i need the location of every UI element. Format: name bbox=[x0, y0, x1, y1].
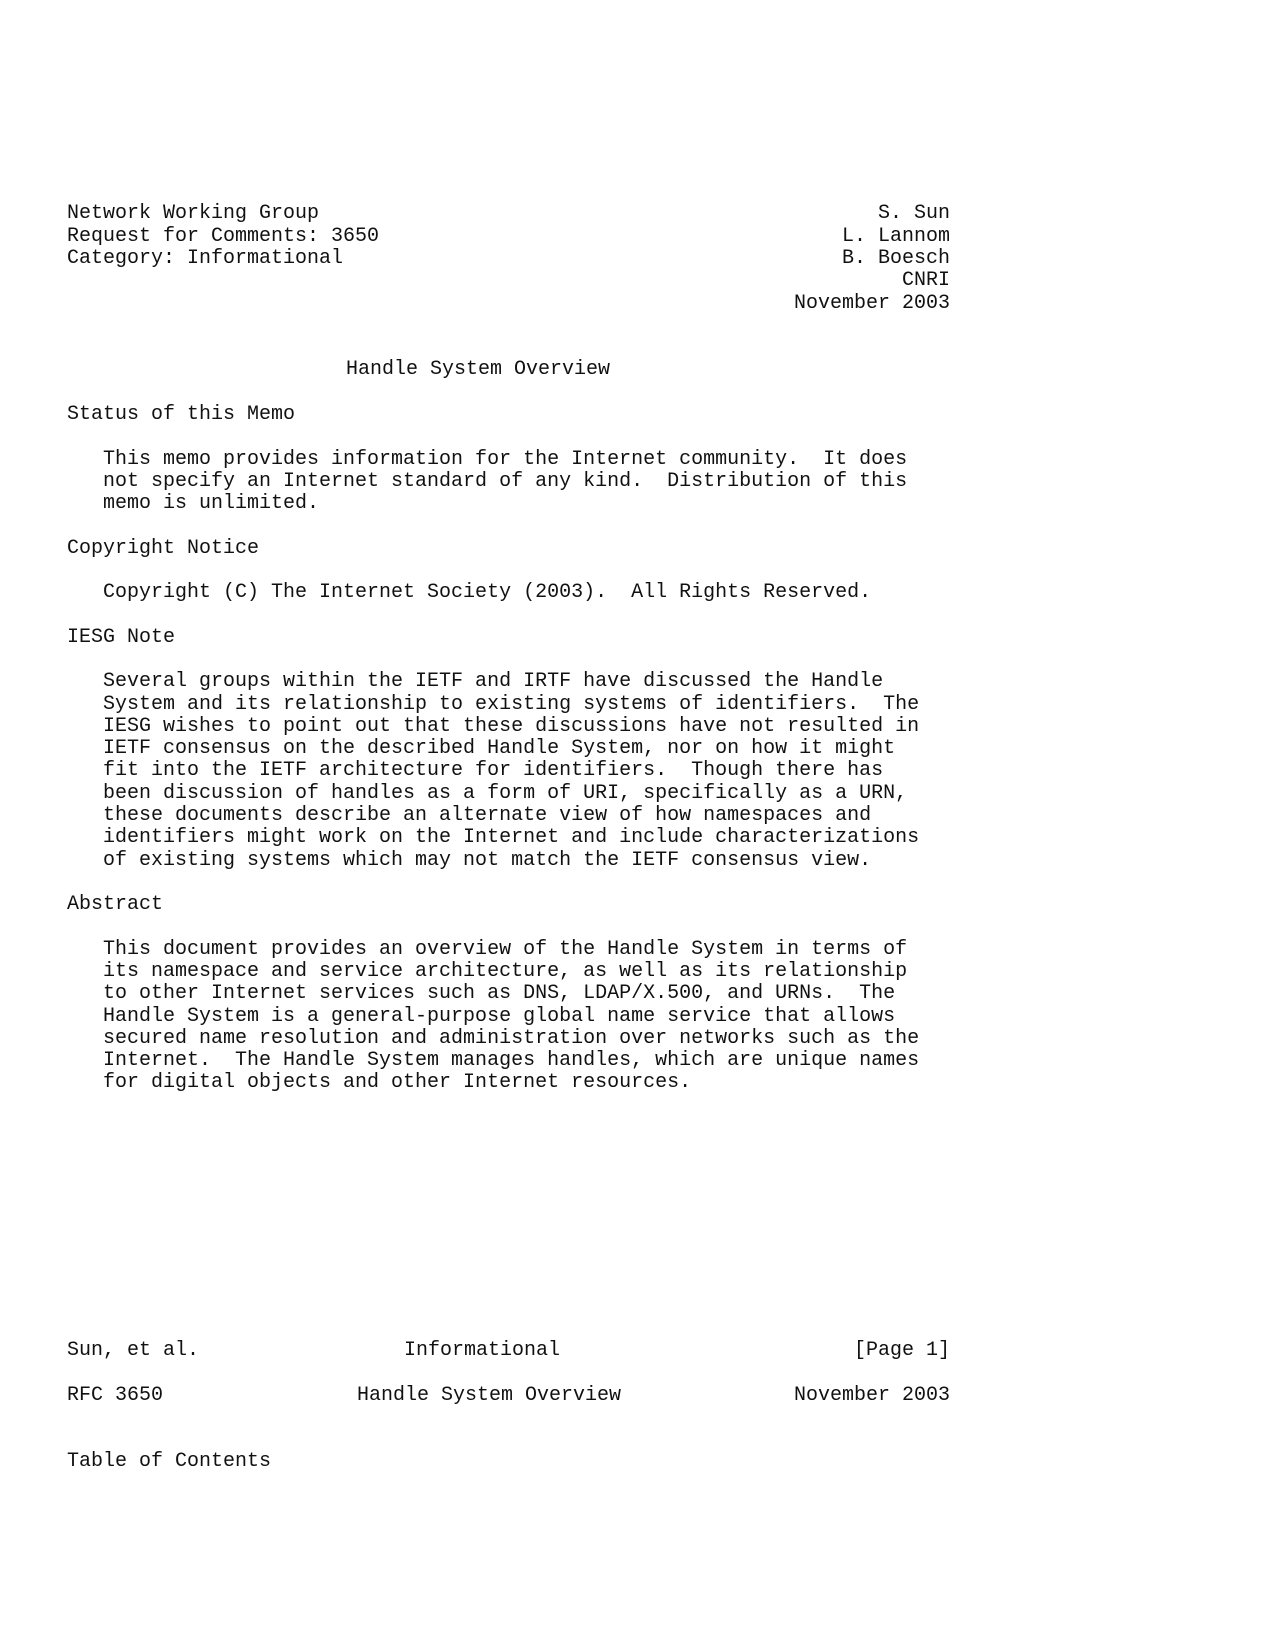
header-right-2: L. Lannom bbox=[841, 225, 950, 248]
running-header-title: Handle System Overview bbox=[357, 1384, 622, 1407]
header-right-5: November 2003 bbox=[793, 292, 950, 315]
document-title: Handle System Overview bbox=[346, 358, 611, 381]
abstract-line-6: Internet. The Handle System manages handles, which are unique names bbox=[103, 1049, 920, 1072]
copyright-line-1: Copyright (C) The Internet Society (2003). All Rights Reserved. bbox=[103, 581, 872, 604]
abstract-line-7: for digital objects and other Internet resources. bbox=[103, 1071, 692, 1094]
footer-category: Informational bbox=[404, 1339, 561, 1362]
header-left-1: Network Working Group bbox=[67, 202, 320, 225]
toc-heading: Table of Contents bbox=[67, 1450, 272, 1473]
abstract-line-3: to other Internet services such as DNS, LDAP/X.500, and URNs. The bbox=[103, 982, 896, 1005]
iesg-line-2: System and its relationship to existing systems of identifiers. The bbox=[103, 693, 920, 716]
iesg-line-9: of existing systems which may not match the IETF consensus view. bbox=[103, 849, 872, 872]
footer-page-number: [Page 1] bbox=[853, 1339, 950, 1362]
status-line-3: memo is unlimited. bbox=[103, 492, 320, 515]
iesg-line-4: IETF consensus on the described Handle System, nor on how it might bbox=[103, 737, 896, 760]
header-left-3: Category: Informational bbox=[67, 247, 344, 270]
iesg-line-8: identifiers might work on the Internet and include characterizations bbox=[103, 826, 920, 849]
abstract-heading: Abstract bbox=[67, 893, 164, 916]
abstract-line-1: This document provides an overview of the Handle System in terms of bbox=[103, 938, 908, 961]
iesg-line-3: IESG wishes to point out that these discussions have not resulted in bbox=[103, 715, 920, 738]
running-header-rfc: RFC 3650 bbox=[67, 1384, 164, 1407]
header-left-2: Request for Comments: 3650 bbox=[67, 225, 380, 248]
abstract-line-2: its namespace and service architecture, as well as its relationship bbox=[103, 960, 908, 983]
abstract-line-4: Handle System is a general-purpose global name service that allows bbox=[103, 1005, 896, 1028]
iesg-heading: IESG Note bbox=[67, 626, 176, 649]
running-header-date: November 2003 bbox=[793, 1384, 950, 1407]
copyright-heading: Copyright Notice bbox=[67, 537, 260, 560]
header-right-1: S. Sun bbox=[877, 202, 950, 225]
status-line-1: This memo provides information for the Internet community. It does bbox=[103, 448, 908, 471]
iesg-line-1: Several groups within the IETF and IRTF have discussed the Handle bbox=[103, 670, 884, 693]
iesg-line-6: been discussion of handles as a form of URI, specifically as a URN, bbox=[103, 782, 908, 805]
header-right-3: B. Boesch bbox=[841, 247, 950, 270]
header-right-4: CNRI bbox=[901, 269, 950, 292]
status-line-2: not specify an Internet standard of any kind. Distribution of this bbox=[103, 470, 908, 493]
iesg-line-7: these documents describe an alternate view of how namespaces and bbox=[103, 804, 872, 827]
iesg-line-5: fit into the IETF architecture for identifiers. Though there has bbox=[103, 759, 884, 782]
status-heading: Status of this Memo bbox=[67, 403, 296, 426]
footer-authors: Sun, et al. bbox=[67, 1339, 200, 1362]
abstract-line-5: secured name resolution and administration over networks such as the bbox=[103, 1027, 920, 1050]
